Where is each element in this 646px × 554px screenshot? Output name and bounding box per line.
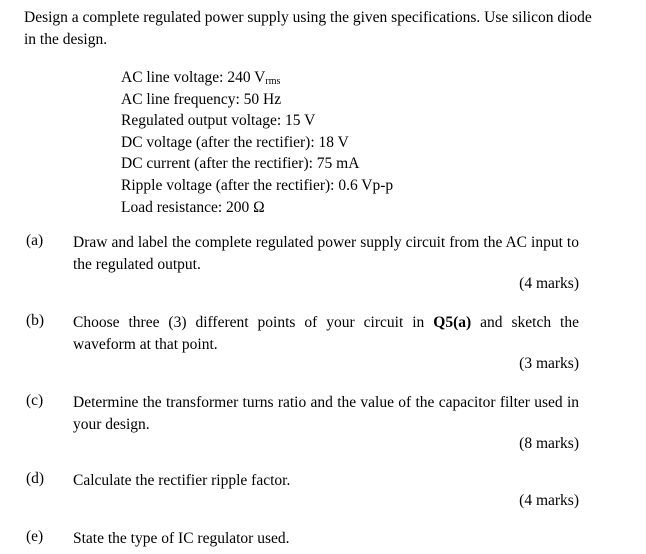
question-d-text: Calculate the rectifier ripple factor.: [73, 472, 291, 489]
question-d-marks: (4 marks): [519, 492, 579, 509]
question-b-label: (b): [26, 312, 45, 329]
question-c-label: (c): [26, 392, 44, 409]
specifications-list: [121, 67, 393, 218]
spec-regulated-output-voltage: Regulated output voltage: 15 V: [121, 112, 316, 130]
spec-dc-voltage: DC voltage (after the rectifier): 18 V: [121, 133, 349, 151]
intro-paragraph: Design a complete regulated power supply using the given specifications. Use silicon diode in the design.: [24, 9, 592, 48]
question-e-text: State the type of IC regulator used.: [73, 530, 290, 547]
spec-ripple-voltage: Ripple voltage (after the rectifier): 0.6 Vp-p: [121, 176, 394, 194]
question-a-text: Draw and label the complete regulated power supply circuit from the AC input to the regulated output.: [73, 234, 579, 273]
question-c-text: Determine the transformer turns ratio and the value of the capacitor filter used in your design.: [73, 394, 579, 433]
question-a-label: (a): [26, 232, 44, 249]
spec-load-resistance: Load resistance: 200 Ω: [121, 198, 265, 216]
spec-ac-line-voltage: AC line voltage: 240 $V_{rms}$: [121, 69, 281, 87]
question-b-marks: (3 marks): [519, 355, 579, 372]
question-c-marks: (8 marks): [519, 435, 579, 452]
question-d-label: (d): [26, 470, 45, 487]
question-reference: Q5(a): [433, 314, 472, 331]
spec-ac-line-frequency: AC line frequency: 50 Hz: [121, 90, 282, 108]
question-a-marks: (4 marks): [519, 275, 579, 292]
spec-dc-current: DC current (after the rectifier): 75 mA: [121, 155, 360, 173]
question-b-text: Choose three (3) different points of your circuit in Q5(a) and sketch the waveform at that point.: [73, 314, 579, 353]
question-e-label: (e): [26, 528, 44, 545]
